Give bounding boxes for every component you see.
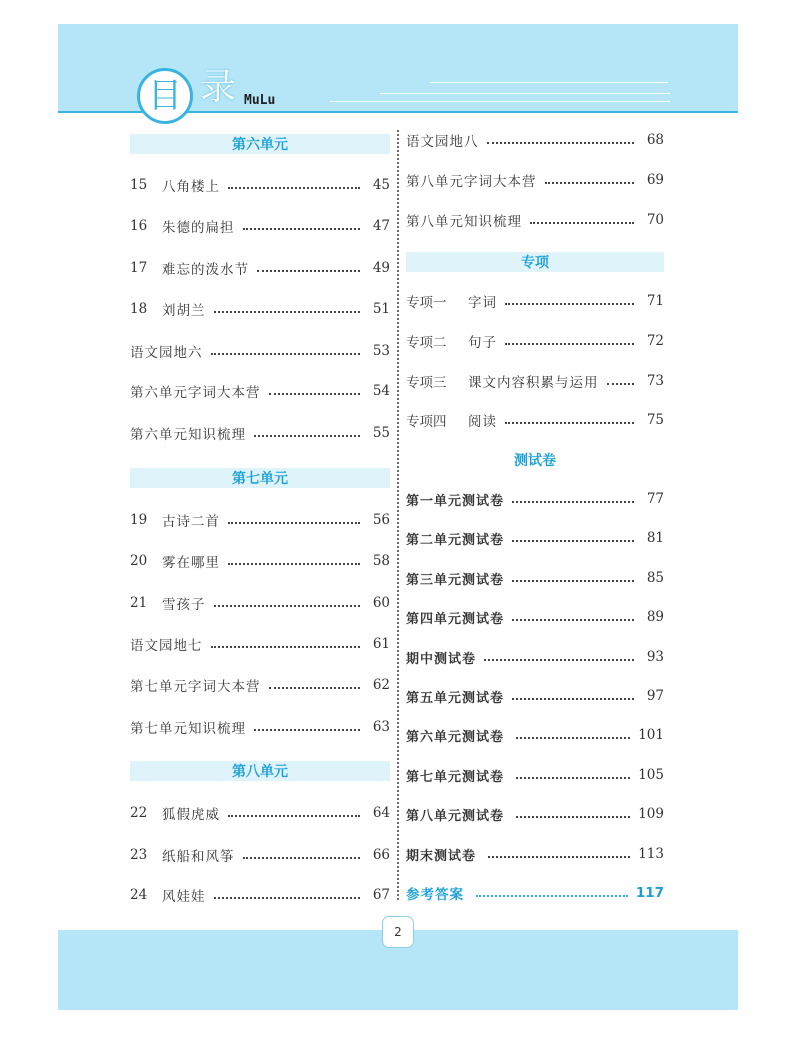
dot-leader	[228, 187, 360, 189]
dot-leader	[228, 563, 360, 565]
toc-entry-number: 18	[130, 301, 148, 317]
toc-entry-title: 第八单元测试卷	[406, 808, 505, 824]
dot-leader	[512, 540, 634, 542]
toc-entry-title: 第六单元字词大本营	[130, 385, 261, 401]
dot-leader	[512, 619, 634, 621]
section-heading-unit7: 第七单元	[130, 468, 390, 488]
toc-entry-page: 101	[638, 727, 664, 743]
toc-entry[interactable]	[406, 129, 664, 151]
toc-entry[interactable]	[406, 370, 664, 392]
dot-leader	[516, 777, 630, 779]
header-deco-line	[430, 82, 668, 83]
toc-entry-title: 风娃娃	[162, 889, 206, 905]
toc-entry[interactable]	[130, 422, 390, 444]
toc-entry-page: 56	[372, 512, 390, 528]
toc-entry[interactable]	[406, 488, 664, 510]
title-char-2: 录	[200, 67, 237, 108]
toc-entry-page: 62	[372, 677, 390, 693]
section-heading-tests: 测试卷	[514, 453, 556, 469]
header-deco-line	[380, 93, 670, 94]
dot-leader	[516, 816, 630, 818]
toc-entry-title: 第七单元字词大本营	[130, 679, 261, 695]
toc-entry-page: 47	[372, 218, 390, 234]
dot-leader	[214, 897, 361, 899]
toc-entry-page: 53	[372, 343, 390, 359]
toc-entry-page: 63	[372, 719, 390, 735]
dot-leader	[257, 270, 360, 272]
toc-entry-number: 17	[130, 260, 148, 276]
toc-entry[interactable]	[130, 174, 390, 196]
toc-entry[interactable]	[130, 633, 390, 655]
toc-entry-page: 67	[372, 887, 390, 903]
dot-leader	[214, 605, 361, 607]
toc-entry-title: 狐假虎威	[162, 807, 220, 823]
toc-entry-answers[interactable]	[406, 882, 664, 904]
toc-entry-number: 24	[130, 887, 148, 903]
dot-leader	[512, 580, 634, 582]
toc-entry-page: 85	[646, 570, 664, 586]
toc-entry[interactable]	[406, 409, 664, 431]
toc-entry[interactable]	[406, 527, 664, 549]
toc-entry-page: 77	[646, 491, 664, 507]
toc-entry[interactable]	[406, 764, 664, 786]
toc-entry-title: 语文园地六	[130, 345, 203, 361]
dot-leader	[228, 522, 360, 524]
toc-entry-title: 雾在哪里	[162, 555, 220, 571]
toc-entry-page: 54	[372, 383, 390, 399]
toc-entry[interactable]	[406, 724, 664, 746]
toc-entry-title: 八角楼上	[162, 179, 220, 195]
toc-entry-label: 专项一	[406, 295, 447, 311]
toc-entry-title: 第八单元字词大本营	[406, 174, 537, 190]
toc-entry-page: 97	[646, 688, 664, 704]
toc-entry-number: 20	[130, 553, 148, 569]
toc-entry-page: 70	[646, 212, 664, 228]
title-circle-badge	[137, 68, 193, 124]
dot-leader	[545, 182, 635, 184]
toc-entry-title: 第七单元知识梳理	[130, 721, 246, 737]
toc-entry[interactable]	[130, 380, 390, 402]
dot-leader	[269, 393, 361, 395]
toc-entry-page: 105	[638, 767, 664, 783]
toc-entry-number: 15	[130, 177, 148, 193]
toc-entry-title: 难忘的泼水节	[162, 262, 249, 278]
toc-entry-title: 参考答案	[406, 887, 464, 903]
dot-leader	[512, 698, 634, 700]
toc-entry-title: 第六单元知识梳理	[130, 427, 246, 443]
toc-entry-page: 66	[372, 847, 390, 863]
dot-leader	[211, 646, 361, 648]
toc-entry[interactable]	[406, 567, 664, 589]
toc-entry-page: 117	[635, 885, 664, 901]
dot-leader	[211, 353, 361, 355]
toc-entry-page: 75	[646, 412, 664, 428]
toc-entry-title: 第六单元测试卷	[406, 729, 505, 745]
toc-entry[interactable]	[130, 215, 390, 237]
dot-leader	[476, 895, 628, 897]
toc-entry[interactable]	[130, 674, 390, 696]
toc-entry-page: 55	[372, 425, 390, 441]
dot-leader	[505, 303, 634, 305]
dot-leader	[516, 737, 630, 739]
toc-entry-page: 51	[372, 301, 390, 317]
section-heading-unit8: 第八单元	[130, 761, 390, 781]
toc-entry-page: 93	[646, 649, 664, 665]
toc-entry-page: 109	[638, 806, 664, 822]
toc-entry[interactable]	[406, 209, 664, 231]
toc-entry-page: 45	[372, 177, 390, 193]
toc-entry-page: 64	[372, 805, 390, 821]
toc-entry-title: 第二单元测试卷	[406, 532, 505, 548]
toc-entry-title: 第七单元测试卷	[406, 769, 505, 785]
toc-entry-title: 句子	[468, 335, 497, 351]
toc-entry-title: 期末测试卷	[406, 848, 477, 864]
toc-entry-number: 19	[130, 512, 148, 528]
toc-entry-page: 73	[646, 373, 664, 389]
toc-entry[interactable]	[406, 330, 664, 352]
toc-entry[interactable]	[406, 169, 664, 191]
dot-leader	[254, 729, 360, 731]
toc-entry[interactable]	[130, 844, 390, 866]
dot-leader	[254, 435, 360, 437]
toc-entry[interactable]	[130, 298, 390, 320]
dot-leader	[484, 659, 634, 661]
toc-entry-title: 雪孩子	[162, 597, 206, 613]
toc-entry-title: 期中测试卷	[406, 651, 477, 667]
toc-entry-number: 16	[130, 218, 148, 234]
toc-entry-title: 第五单元测试卷	[406, 690, 505, 706]
dot-leader	[488, 856, 630, 858]
toc-entry-title: 第八单元知识梳理	[406, 214, 522, 230]
dot-leader	[607, 383, 635, 385]
title-char-1: 目	[148, 76, 182, 116]
toc-entry-page: 89	[646, 609, 664, 625]
toc-entry-title: 刘胡兰	[162, 303, 206, 319]
dot-leader	[530, 222, 634, 224]
toc-entry-title: 阅读	[468, 414, 497, 430]
toc-entry-page: 81	[646, 530, 664, 546]
dot-leader	[512, 501, 634, 503]
toc-entry-title: 第一单元测试卷	[406, 493, 505, 509]
dot-leader	[214, 311, 361, 313]
toc-entry[interactable]	[130, 884, 390, 906]
page-number: 2	[382, 916, 414, 948]
dot-leader	[505, 343, 634, 345]
toc-entry[interactable]	[406, 606, 664, 628]
toc-entry-title: 朱德的扁担	[162, 220, 235, 236]
page-subtitle: MuLu	[244, 93, 276, 108]
toc-entry[interactable]	[130, 592, 390, 614]
toc-entry[interactable]	[130, 509, 390, 531]
dot-leader	[487, 142, 635, 144]
toc-entry[interactable]	[406, 685, 664, 707]
toc-entry[interactable]	[406, 290, 664, 312]
toc-entry-page: 61	[372, 636, 390, 652]
column-divider	[397, 130, 399, 900]
toc-entry-title: 语文园地八	[406, 134, 479, 150]
dot-leader	[243, 228, 361, 230]
toc-entry-page: 58	[372, 553, 390, 569]
toc-entry[interactable]	[130, 257, 390, 279]
toc-entry-title: 古诗二首	[162, 514, 220, 530]
toc-entry[interactable]	[130, 340, 390, 362]
toc-entry-title: 字词	[468, 295, 497, 311]
section-heading-unit6: 第六单元	[130, 134, 390, 154]
toc-entry-number: 21	[130, 595, 148, 611]
section-heading-special: 专项	[406, 252, 664, 272]
dot-leader	[243, 857, 361, 859]
toc-entry-page: 71	[646, 293, 664, 309]
toc-entry[interactable]	[130, 802, 390, 824]
toc-entry-number: 22	[130, 805, 148, 821]
toc-entry-title: 纸船和风筝	[162, 849, 235, 865]
toc-entry-title: 课文内容积累与运用	[468, 375, 599, 391]
toc-entry[interactable]	[406, 646, 664, 668]
toc-entry-title: 第三单元测试卷	[406, 572, 505, 588]
toc-entry-page: 69	[646, 172, 664, 188]
header-deco-line	[330, 101, 670, 102]
toc-entry-page: 72	[646, 333, 664, 349]
toc-entry[interactable]	[130, 550, 390, 572]
toc-entry-page: 113	[638, 846, 664, 862]
dot-leader	[228, 815, 360, 817]
dot-leader	[269, 687, 361, 689]
toc-entry-page: 49	[372, 260, 390, 276]
toc-entry[interactable]	[406, 843, 664, 865]
toc-entry-label: 专项二	[406, 335, 447, 351]
dot-leader	[505, 422, 634, 424]
toc-entry-title: 第四单元测试卷	[406, 611, 505, 627]
toc-entry-number: 23	[130, 847, 148, 863]
toc-entry[interactable]	[406, 803, 664, 825]
toc-entry-page: 68	[646, 132, 664, 148]
toc-entry-label: 专项四	[406, 414, 447, 430]
toc-entry[interactable]	[130, 716, 390, 738]
toc-entry-label: 专项三	[406, 375, 447, 391]
toc-entry-title: 语文园地七	[130, 638, 203, 654]
toc-entry-page: 60	[372, 595, 390, 611]
